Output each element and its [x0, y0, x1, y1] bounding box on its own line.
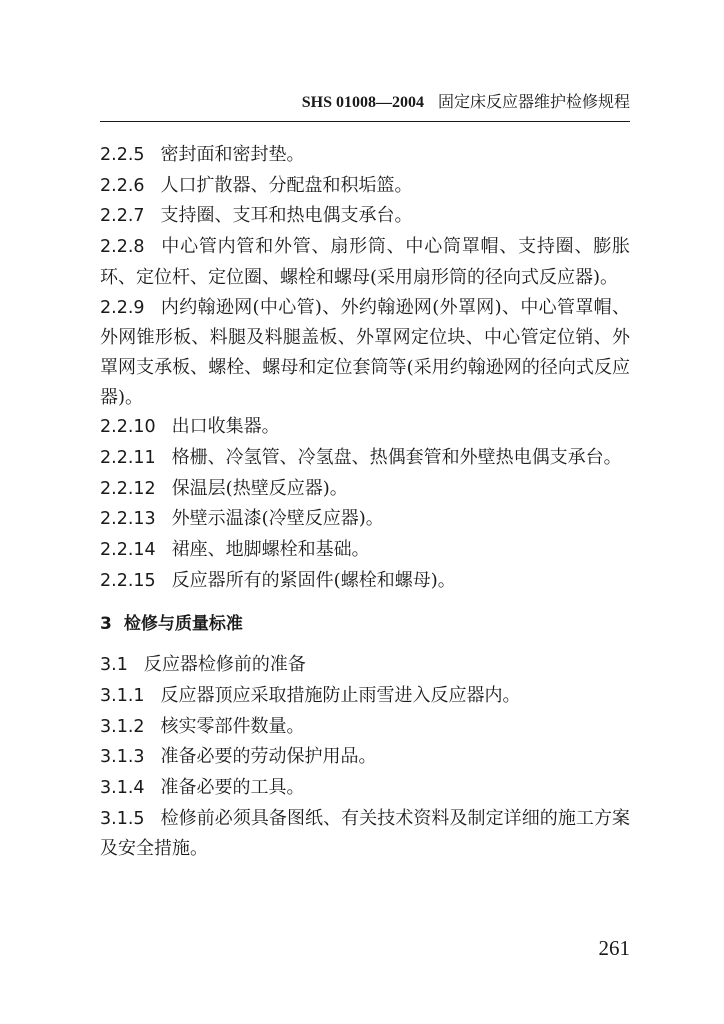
- list-item: [100, 742, 630, 773]
- clause-number: 2.2.8: [100, 237, 145, 258]
- clause-number: 2.2.12: [100, 478, 156, 499]
- clause-text: 准备必要的工具。: [160, 777, 305, 799]
- clause-number: 3.1.1: [100, 685, 145, 706]
- clause-number: 2.2.10: [100, 417, 156, 438]
- list-item: [100, 650, 630, 681]
- standard-code: SHS 01008—2004: [301, 94, 424, 111]
- list-item: [100, 712, 630, 743]
- list-item: [100, 293, 630, 413]
- list-item: [100, 535, 630, 566]
- clause-number: 3.1.3: [100, 747, 145, 768]
- list-item: [100, 140, 630, 171]
- list-item: [100, 804, 630, 864]
- clause-text: 裙座、地脚螺栓和基础。: [171, 539, 370, 561]
- clause-text: 内约翰逊网(中心管)、外约翰逊网(外罩网)、中心管罩帽、外网锥形板、料腿及料腿盖板、外罩网定位块、中心管定位销、外罩网支承板、螺栓、螺母和定位套筒等(采用约翰逊网的径向式反应器)。: [100, 296, 630, 408]
- section-title: 检修与质量标准: [123, 613, 243, 634]
- clause-text: 反应器顶应采取措施防止雨雪进入反应器内。: [160, 684, 521, 706]
- clause-text: 准备必要的劳动保护用品。: [160, 746, 377, 768]
- clause-text: 中心管内管和外管、扇形筒、中心筒罩帽、支持圈、膨胀环、定位杆、定位圈、螺栓和螺母(采用扇形筒的径向式反应器)。: [100, 236, 630, 288]
- page-body: [100, 140, 630, 864]
- clause-number: 3.1.4: [100, 778, 145, 799]
- clause-number: 2.2.7: [100, 206, 145, 227]
- clause-number: 3.1.5: [100, 808, 145, 829]
- clause-text: 人口扩散器、分配盘和积垢篮。: [160, 174, 413, 196]
- clause-text: 检修前必须具备图纸、有关技术资料及制定详细的施工方案及安全措施。: [100, 807, 630, 860]
- clause-number: 2.2.14: [100, 540, 156, 561]
- list-item: [100, 474, 630, 505]
- clause-number: 2.2.11: [100, 448, 156, 469]
- list-item: [100, 504, 630, 535]
- clause-number: 2.2.9: [100, 297, 145, 318]
- clause-text: 格栅、冷氢管、冷氢盘、热偶套管和外壁热电偶支承台。: [171, 447, 622, 469]
- list-item: [100, 681, 630, 712]
- header-rule: [100, 121, 630, 122]
- clause-text: 出口收集器。: [171, 416, 280, 438]
- clause-number: 3.1.2: [100, 716, 145, 737]
- list-item: [100, 443, 630, 474]
- clause-text: 反应器检修前的准备: [143, 654, 306, 676]
- list-item: [100, 171, 630, 202]
- clause-number: 2.2.13: [100, 509, 156, 530]
- clause-number: 2.2.6: [100, 175, 145, 196]
- clause-text: 保温层(热壁反应器)。: [171, 477, 348, 499]
- list-item: [100, 773, 630, 804]
- list-item: [100, 566, 630, 597]
- section-number: 3: [100, 613, 112, 634]
- clause-number: 3.1: [100, 655, 128, 676]
- clause-number: 2.2.15: [100, 570, 156, 591]
- document-title: 固定床反应器维护检修规程: [437, 92, 630, 111]
- page-number: 261: [598, 936, 630, 960]
- clause-text: 核实零部件数量。: [160, 715, 305, 737]
- clause-number: 2.2.5: [100, 145, 145, 165]
- list-item: [100, 201, 630, 232]
- clause-text: 密封面和密封垫。: [160, 144, 305, 165]
- clause-text: 支持圈、支耳和热电偶支承台。: [160, 205, 413, 227]
- list-item: [100, 412, 630, 443]
- section-heading: [100, 610, 630, 640]
- clause-text: 外壁示温漆(冷壁反应器)。: [171, 508, 384, 530]
- clause-text: 反应器所有的紧固件(螺栓和螺母)。: [171, 569, 456, 591]
- running-header: [100, 86, 630, 118]
- list-item: [100, 232, 630, 292]
